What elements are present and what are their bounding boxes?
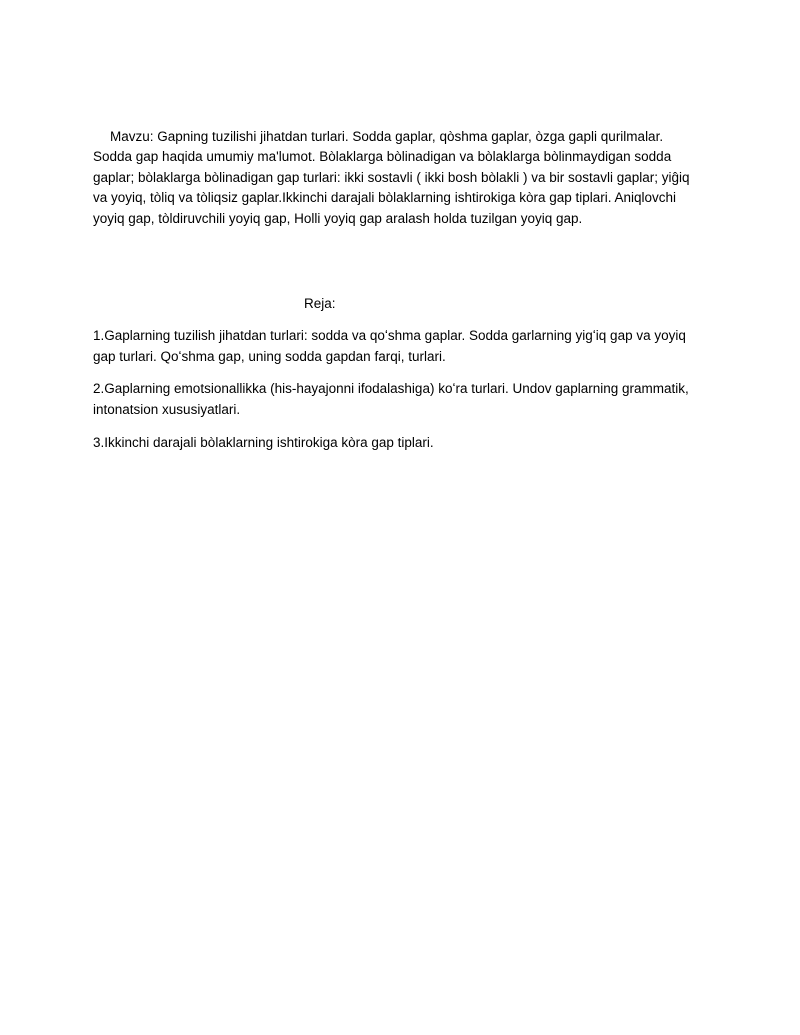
plan-item-2: 2.Gaplarning emotsionallikka (his-hayajonni ifodalashiga) koʻra turlari. Undov gaplarning grammatik, intonatsion xususiyatlari. bbox=[93, 381, 689, 417]
plan-heading: Reja: bbox=[304, 296, 336, 311]
plan-item-3: 3.Ikkinchi darajali bòlaklarning ishtirokiga kòra gap tiplari. bbox=[93, 435, 434, 450]
plan-item-1: 1.Gaplarning tuzilish jihatdan turlari: sodda va qoʻshma gaplar. Sodda garlarning yigʻiq gap va yoyiq gap turlari. Qoʻshma gap, uning sodda gapdan farqi, turlari. bbox=[93, 328, 686, 364]
topic-paragraph: Mavzu: Gapning tuzilishi jihatdan turlari. Sodda gaplar, qòshma gaplar, òzga gapli qurilmalar. Sodda gap haqida umumiy ma'lumot. Bòlaklarga bòlinadigan va bòlaklarga bòlinmaydigan sodda gaplar; bòlaklarga bòlinadigan gap turlari: ikki sostavli ( ikki bosh bòlakli ) va bir sostavli gaplar; yiĝiq va yoyiq, tòliq va tòliqsiz gaplar.Ikkinchi darajali bòlaklarning ishtirokiga kòra gap tiplari. Aniqlovchi yoyiq gap, tòldiruvchili yoyiq gap, Holli yoyiq gap aralash holda tuzilgan yoyiq gap. bbox=[93, 128, 690, 226]
